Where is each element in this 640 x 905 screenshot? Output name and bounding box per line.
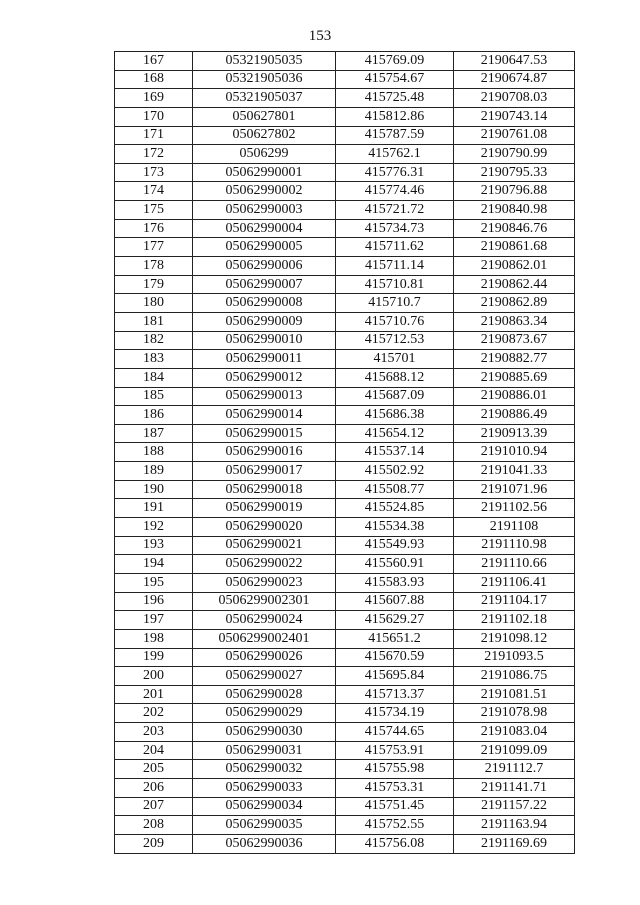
table-row bbox=[115, 163, 575, 182]
table-row bbox=[115, 611, 575, 630]
x-coordinate-cell: 415686.38 bbox=[336, 406, 454, 425]
x-coordinate-cell: 415710.76 bbox=[336, 312, 454, 331]
point-id-cell: 05321905036 bbox=[193, 70, 336, 89]
y-coordinate-cell: 2191099.09 bbox=[454, 741, 575, 760]
x-coordinate-cell: 415502.92 bbox=[336, 462, 454, 481]
table-row bbox=[115, 536, 575, 555]
point-id-cell: 05062990035 bbox=[193, 816, 336, 835]
row-number-cell: 208 bbox=[115, 816, 193, 835]
point-id-cell: 05062990012 bbox=[193, 368, 336, 387]
row-number-cell: 206 bbox=[115, 778, 193, 797]
row-number-cell: 175 bbox=[115, 201, 193, 220]
row-number-cell: 169 bbox=[115, 89, 193, 108]
point-id-cell: 05062990036 bbox=[193, 834, 336, 853]
row-number-cell: 198 bbox=[115, 629, 193, 648]
y-coordinate-cell: 2191078.98 bbox=[454, 704, 575, 723]
y-coordinate-cell: 2190885.69 bbox=[454, 368, 575, 387]
y-coordinate-cell: 2191083.04 bbox=[454, 723, 575, 742]
x-coordinate-cell: 415508.77 bbox=[336, 480, 454, 499]
x-coordinate-cell: 415701 bbox=[336, 350, 454, 369]
x-coordinate-cell: 415583.93 bbox=[336, 573, 454, 592]
row-number-cell: 200 bbox=[115, 667, 193, 686]
y-coordinate-cell: 2191071.96 bbox=[454, 480, 575, 499]
point-id-cell: 05062990017 bbox=[193, 462, 336, 481]
row-number-cell: 172 bbox=[115, 145, 193, 164]
y-coordinate-cell: 2191106.41 bbox=[454, 573, 575, 592]
coordinates-table bbox=[114, 51, 575, 854]
coordinates-table-body bbox=[115, 52, 575, 854]
y-coordinate-cell: 2190840.98 bbox=[454, 201, 575, 220]
x-coordinate-cell: 415534.38 bbox=[336, 518, 454, 537]
x-coordinate-cell: 415537.14 bbox=[336, 443, 454, 462]
row-number-cell: 179 bbox=[115, 275, 193, 294]
y-coordinate-cell: 2191041.33 bbox=[454, 462, 575, 481]
table-row bbox=[115, 518, 575, 537]
row-number-cell: 194 bbox=[115, 555, 193, 574]
y-coordinate-cell: 2191110.66 bbox=[454, 555, 575, 574]
point-id-cell: 0506299 bbox=[193, 145, 336, 164]
row-number-cell: 205 bbox=[115, 760, 193, 779]
y-coordinate-cell: 2191169.69 bbox=[454, 834, 575, 853]
x-coordinate-cell: 415687.09 bbox=[336, 387, 454, 406]
row-number-cell: 202 bbox=[115, 704, 193, 723]
point-id-cell: 05062990016 bbox=[193, 443, 336, 462]
x-coordinate-cell: 415524.85 bbox=[336, 499, 454, 518]
x-coordinate-cell: 415787.59 bbox=[336, 126, 454, 145]
x-coordinate-cell: 415734.73 bbox=[336, 219, 454, 238]
x-coordinate-cell: 415560.91 bbox=[336, 555, 454, 574]
table-row bbox=[115, 667, 575, 686]
y-coordinate-cell: 2190862.44 bbox=[454, 275, 575, 294]
x-coordinate-cell: 415725.48 bbox=[336, 89, 454, 108]
x-coordinate-cell: 415651.2 bbox=[336, 629, 454, 648]
row-number-cell: 171 bbox=[115, 126, 193, 145]
y-coordinate-cell: 2191086.75 bbox=[454, 667, 575, 686]
point-id-cell: 05062990002 bbox=[193, 182, 336, 201]
table-row bbox=[115, 424, 575, 443]
row-number-cell: 193 bbox=[115, 536, 193, 555]
table-row bbox=[115, 816, 575, 835]
x-coordinate-cell: 415762.1 bbox=[336, 145, 454, 164]
row-number-cell: 173 bbox=[115, 163, 193, 182]
table-row bbox=[115, 219, 575, 238]
row-number-cell: 195 bbox=[115, 573, 193, 592]
point-id-cell: 05062990026 bbox=[193, 648, 336, 667]
y-coordinate-cell: 2190708.03 bbox=[454, 89, 575, 108]
table-row bbox=[115, 648, 575, 667]
point-id-cell: 05062990003 bbox=[193, 201, 336, 220]
table-row bbox=[115, 573, 575, 592]
y-coordinate-cell: 2191110.98 bbox=[454, 536, 575, 555]
point-id-cell: 05062990027 bbox=[193, 667, 336, 686]
x-coordinate-cell: 415711.62 bbox=[336, 238, 454, 257]
y-coordinate-cell: 2191102.18 bbox=[454, 611, 575, 630]
x-coordinate-cell: 415774.46 bbox=[336, 182, 454, 201]
x-coordinate-cell: 415754.67 bbox=[336, 70, 454, 89]
point-id-cell: 05062990011 bbox=[193, 350, 336, 369]
row-number-cell: 190 bbox=[115, 480, 193, 499]
table-row bbox=[115, 592, 575, 611]
x-coordinate-cell: 415654.12 bbox=[336, 424, 454, 443]
x-coordinate-cell: 415695.84 bbox=[336, 667, 454, 686]
row-number-cell: 207 bbox=[115, 797, 193, 816]
row-number-cell: 170 bbox=[115, 107, 193, 126]
point-id-cell: 05062990004 bbox=[193, 219, 336, 238]
point-id-cell: 05062990034 bbox=[193, 797, 336, 816]
row-number-cell: 168 bbox=[115, 70, 193, 89]
point-id-cell: 05062990010 bbox=[193, 331, 336, 350]
point-id-cell: 05062990005 bbox=[193, 238, 336, 257]
table-row bbox=[115, 704, 575, 723]
y-coordinate-cell: 2190886.49 bbox=[454, 406, 575, 425]
row-number-cell: 180 bbox=[115, 294, 193, 313]
x-coordinate-cell: 415756.08 bbox=[336, 834, 454, 853]
point-id-cell: 05321905037 bbox=[193, 89, 336, 108]
row-number-cell: 178 bbox=[115, 257, 193, 276]
point-id-cell: 05062990029 bbox=[193, 704, 336, 723]
table-row bbox=[115, 89, 575, 108]
y-coordinate-cell: 2190795.33 bbox=[454, 163, 575, 182]
x-coordinate-cell: 415688.12 bbox=[336, 368, 454, 387]
y-coordinate-cell: 2190790.99 bbox=[454, 145, 575, 164]
point-id-cell: 05062990008 bbox=[193, 294, 336, 313]
x-coordinate-cell: 415753.31 bbox=[336, 778, 454, 797]
point-id-cell: 05062990024 bbox=[193, 611, 336, 630]
x-coordinate-cell: 415710.81 bbox=[336, 275, 454, 294]
point-id-cell: 05062990019 bbox=[193, 499, 336, 518]
page-number: 153 bbox=[308, 28, 332, 44]
point-id-cell: 050627801 bbox=[193, 107, 336, 126]
y-coordinate-cell: 2191010.94 bbox=[454, 443, 575, 462]
point-id-cell: 05062990032 bbox=[193, 760, 336, 779]
point-id-cell: 05062990006 bbox=[193, 257, 336, 276]
x-coordinate-cell: 415721.72 bbox=[336, 201, 454, 220]
table-row bbox=[115, 201, 575, 220]
x-coordinate-cell: 415755.98 bbox=[336, 760, 454, 779]
table-row bbox=[115, 257, 575, 276]
x-coordinate-cell: 415712.53 bbox=[336, 331, 454, 350]
table-row bbox=[115, 499, 575, 518]
table-row bbox=[115, 741, 575, 760]
table-row bbox=[115, 685, 575, 704]
row-number-cell: 189 bbox=[115, 462, 193, 481]
y-coordinate-cell: 2191081.51 bbox=[454, 685, 575, 704]
table-row bbox=[115, 462, 575, 481]
y-coordinate-cell: 2190863.34 bbox=[454, 312, 575, 331]
point-id-cell: 05062990023 bbox=[193, 573, 336, 592]
row-number-cell: 196 bbox=[115, 592, 193, 611]
table-row bbox=[115, 368, 575, 387]
table-row bbox=[115, 406, 575, 425]
row-number-cell: 191 bbox=[115, 499, 193, 518]
row-number-cell: 181 bbox=[115, 312, 193, 331]
row-number-cell: 177 bbox=[115, 238, 193, 257]
point-id-cell: 0506299002401 bbox=[193, 629, 336, 648]
table-row bbox=[115, 834, 575, 853]
x-coordinate-cell: 415769.09 bbox=[336, 52, 454, 71]
table-row bbox=[115, 52, 575, 71]
point-id-cell: 05062990015 bbox=[193, 424, 336, 443]
table-row bbox=[115, 778, 575, 797]
row-number-cell: 201 bbox=[115, 685, 193, 704]
table-row bbox=[115, 480, 575, 499]
point-id-cell: 05062990033 bbox=[193, 778, 336, 797]
row-number-cell: 184 bbox=[115, 368, 193, 387]
x-coordinate-cell: 415711.14 bbox=[336, 257, 454, 276]
x-coordinate-cell: 415629.27 bbox=[336, 611, 454, 630]
table-row bbox=[115, 555, 575, 574]
x-coordinate-cell: 415549.93 bbox=[336, 536, 454, 555]
table-row bbox=[115, 182, 575, 201]
x-coordinate-cell: 415751.45 bbox=[336, 797, 454, 816]
point-id-cell: 05062990013 bbox=[193, 387, 336, 406]
y-coordinate-cell: 2190861.68 bbox=[454, 238, 575, 257]
point-id-cell: 05321905035 bbox=[193, 52, 336, 71]
row-number-cell: 182 bbox=[115, 331, 193, 350]
row-number-cell: 186 bbox=[115, 406, 193, 425]
y-coordinate-cell: 2190846.76 bbox=[454, 219, 575, 238]
point-id-cell: 05062990001 bbox=[193, 163, 336, 182]
y-coordinate-cell: 2191098.12 bbox=[454, 629, 575, 648]
row-number-cell: 185 bbox=[115, 387, 193, 406]
row-number-cell: 204 bbox=[115, 741, 193, 760]
point-id-cell: 05062990014 bbox=[193, 406, 336, 425]
row-number-cell: 176 bbox=[115, 219, 193, 238]
y-coordinate-cell: 2190873.67 bbox=[454, 331, 575, 350]
x-coordinate-cell: 415812.86 bbox=[336, 107, 454, 126]
y-coordinate-cell: 2190862.01 bbox=[454, 257, 575, 276]
point-id-cell: 0506299002301 bbox=[193, 592, 336, 611]
y-coordinate-cell: 2190674.87 bbox=[454, 70, 575, 89]
y-coordinate-cell: 2190886.01 bbox=[454, 387, 575, 406]
table-row bbox=[115, 312, 575, 331]
table-row bbox=[115, 331, 575, 350]
x-coordinate-cell: 415710.7 bbox=[336, 294, 454, 313]
point-id-cell: 05062990018 bbox=[193, 480, 336, 499]
row-number-cell: 197 bbox=[115, 611, 193, 630]
table-row bbox=[115, 70, 575, 89]
table-row bbox=[115, 350, 575, 369]
table-row bbox=[115, 387, 575, 406]
point-id-cell: 05062990021 bbox=[193, 536, 336, 555]
table-row bbox=[115, 723, 575, 742]
point-id-cell: 05062990020 bbox=[193, 518, 336, 537]
x-coordinate-cell: 415607.88 bbox=[336, 592, 454, 611]
table-row bbox=[115, 797, 575, 816]
point-id-cell: 05062990031 bbox=[193, 741, 336, 760]
y-coordinate-cell: 2191157.22 bbox=[454, 797, 575, 816]
y-coordinate-cell: 2191102.56 bbox=[454, 499, 575, 518]
x-coordinate-cell: 415753.91 bbox=[336, 741, 454, 760]
table-row bbox=[115, 443, 575, 462]
x-coordinate-cell: 415670.59 bbox=[336, 648, 454, 667]
point-id-cell: 05062990030 bbox=[193, 723, 336, 742]
y-coordinate-cell: 2190761.08 bbox=[454, 126, 575, 145]
row-number-cell: 199 bbox=[115, 648, 193, 667]
table-row bbox=[115, 107, 575, 126]
table-row bbox=[115, 275, 575, 294]
table-row bbox=[115, 760, 575, 779]
x-coordinate-cell: 415776.31 bbox=[336, 163, 454, 182]
y-coordinate-cell: 2190796.88 bbox=[454, 182, 575, 201]
row-number-cell: 203 bbox=[115, 723, 193, 742]
point-id-cell: 05062990007 bbox=[193, 275, 336, 294]
table-row bbox=[115, 145, 575, 164]
x-coordinate-cell: 415744.65 bbox=[336, 723, 454, 742]
row-number-cell: 183 bbox=[115, 350, 193, 369]
row-number-cell: 192 bbox=[115, 518, 193, 537]
y-coordinate-cell: 2190743.14 bbox=[454, 107, 575, 126]
row-number-cell: 167 bbox=[115, 52, 193, 71]
y-coordinate-cell: 2191093.5 bbox=[454, 648, 575, 667]
y-coordinate-cell: 2191163.94 bbox=[454, 816, 575, 835]
row-number-cell: 188 bbox=[115, 443, 193, 462]
table-row bbox=[115, 238, 575, 257]
point-id-cell: 05062990022 bbox=[193, 555, 336, 574]
point-id-cell: 05062990009 bbox=[193, 312, 336, 331]
y-coordinate-cell: 2190882.77 bbox=[454, 350, 575, 369]
y-coordinate-cell: 2191108 bbox=[454, 518, 575, 537]
table-row bbox=[115, 126, 575, 145]
point-id-cell: 05062990028 bbox=[193, 685, 336, 704]
y-coordinate-cell: 2190647.53 bbox=[454, 52, 575, 71]
point-id-cell: 050627802 bbox=[193, 126, 336, 145]
y-coordinate-cell: 2191141.71 bbox=[454, 778, 575, 797]
x-coordinate-cell: 415752.55 bbox=[336, 816, 454, 835]
row-number-cell: 174 bbox=[115, 182, 193, 201]
row-number-cell: 209 bbox=[115, 834, 193, 853]
y-coordinate-cell: 2191104.17 bbox=[454, 592, 575, 611]
y-coordinate-cell: 2190862.89 bbox=[454, 294, 575, 313]
y-coordinate-cell: 2190913.39 bbox=[454, 424, 575, 443]
table-row bbox=[115, 629, 575, 648]
row-number-cell: 187 bbox=[115, 424, 193, 443]
table-row bbox=[115, 294, 575, 313]
x-coordinate-cell: 415734.19 bbox=[336, 704, 454, 723]
y-coordinate-cell: 2191112.7 bbox=[454, 760, 575, 779]
x-coordinate-cell: 415713.37 bbox=[336, 685, 454, 704]
